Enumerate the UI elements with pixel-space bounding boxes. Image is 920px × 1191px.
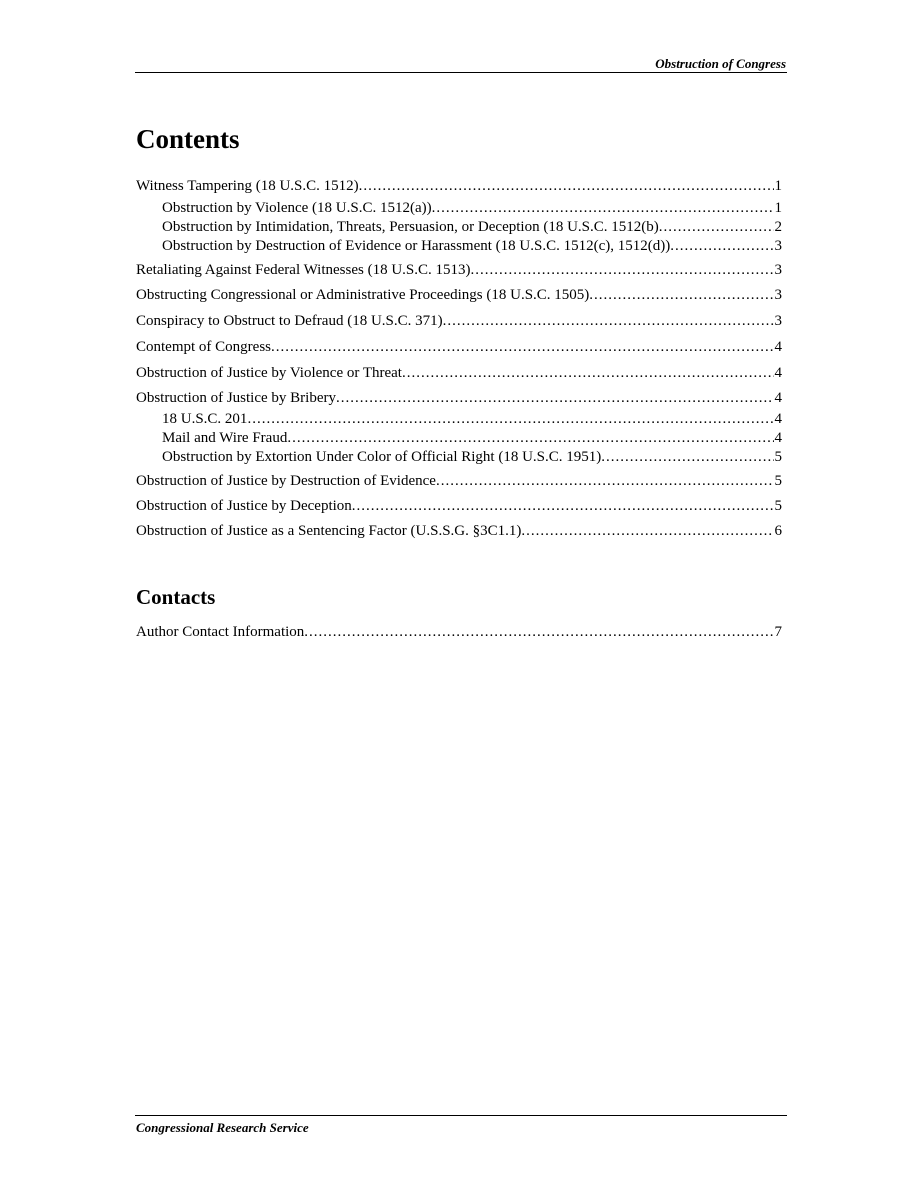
toc-page-number: 4 <box>774 430 782 446</box>
toc-entry-label: Witness Tampering (18 U.S.C. 1512) <box>136 178 359 194</box>
toc-entry-label: Mail and Wire Fraud <box>162 430 288 446</box>
dot-leader <box>402 364 774 383</box>
toc-entry-label: Obstruction by Extortion Under Color of Official Right (18 U.S.C. 1951) <box>162 449 602 465</box>
toc-page-number: 3 <box>774 313 782 329</box>
toc-page-number: 3 <box>774 238 782 254</box>
toc-entry[interactable] <box>162 429 782 448</box>
header-rule <box>135 72 787 73</box>
dot-leader <box>659 218 774 237</box>
toc-entry[interactable] <box>136 623 782 642</box>
toc-entry[interactable] <box>136 472 782 491</box>
toc-entry[interactable] <box>162 237 782 256</box>
toc-entry[interactable] <box>136 389 782 408</box>
toc-page-number: 5 <box>774 473 782 489</box>
dot-leader <box>352 497 774 516</box>
toc-page-number: 4 <box>774 339 782 355</box>
toc-entry[interactable] <box>136 338 782 357</box>
contacts-title: Contacts <box>136 585 216 609</box>
toc-entry-label: Obstructing Congressional or Administrative Proceedings (18 U.S.C. 1505) <box>136 287 590 303</box>
toc-entry-label: Conspiracy to Obstruct to Defraud (18 U.S.C. 371) <box>136 313 443 329</box>
dot-leader <box>521 522 773 541</box>
toc-page-number: 5 <box>774 449 782 465</box>
toc-entry[interactable] <box>136 286 782 305</box>
toc-entry[interactable] <box>136 177 782 196</box>
toc-page-number: 6 <box>774 523 782 539</box>
toc-entry-label: Contempt of Congress <box>136 339 271 355</box>
toc-page-number: 1 <box>774 178 782 194</box>
toc-entry[interactable] <box>162 199 782 218</box>
toc-entry[interactable] <box>136 261 782 280</box>
toc-entry-label: Obstruction of Justice as a Sentencing Factor (U.S.S.G. §3C1.1) <box>136 523 522 539</box>
toc-page-number: 1 <box>774 200 782 216</box>
footer-rule <box>135 1115 787 1116</box>
toc-entry[interactable] <box>162 448 782 467</box>
dot-leader <box>304 623 773 642</box>
toc-entry-label: Obstruction of Justice by Destruction of Evidence <box>136 473 436 489</box>
running-header-title: Obstruction of Congress <box>655 56 786 71</box>
toc-entry[interactable] <box>136 364 782 383</box>
toc-entry[interactable] <box>162 218 782 237</box>
toc-entry-label: 18 U.S.C. 201 <box>162 411 248 427</box>
toc-entry-label: Retaliating Against Federal Witnesses (18 U.S.C. 1513) <box>136 262 471 278</box>
dot-leader <box>436 472 774 491</box>
toc-entry-label: Author Contact Information <box>136 624 305 640</box>
toc-entry[interactable] <box>136 522 782 541</box>
toc-page-number: 4 <box>774 390 782 406</box>
toc-page-number: 4 <box>774 365 782 381</box>
toc-entry[interactable] <box>162 410 782 429</box>
contents-title: Contents <box>136 124 240 154</box>
toc-page-number: 3 <box>774 287 782 303</box>
toc-page-number: 2 <box>774 219 782 235</box>
toc-page-number: 3 <box>774 262 782 278</box>
dot-leader <box>443 312 774 331</box>
dot-leader <box>589 286 773 305</box>
toc-entry-label: Obstruction of Justice by Violence or Threat <box>136 365 402 381</box>
dot-leader <box>271 338 774 357</box>
toc-entry[interactable] <box>136 312 782 331</box>
dot-leader <box>471 261 774 280</box>
footer-publisher: Congressional Research Service <box>136 1120 309 1135</box>
dot-leader <box>670 237 773 256</box>
toc-entry[interactable] <box>136 497 782 516</box>
toc-entry-label: Obstruction by Destruction of Evidence or Harassment (18 U.S.C. 1512(c), 1512(d)) <box>162 238 671 254</box>
dot-leader <box>432 199 774 218</box>
dot-leader <box>601 448 773 467</box>
dot-leader <box>359 177 774 196</box>
dot-leader <box>247 410 773 429</box>
toc-entry-label: Obstruction by Violence (18 U.S.C. 1512(a)) <box>162 200 432 216</box>
toc-entry-label: Obstruction by Intimidation, Threats, Persuasion, or Deception (18 U.S.C. 1512(b) <box>162 219 659 235</box>
toc-entry-label: Obstruction of Justice by Deception <box>136 498 352 514</box>
toc-entry-label: Obstruction of Justice by Bribery <box>136 390 336 406</box>
dot-leader <box>287 429 773 448</box>
toc-page-number: 4 <box>774 411 782 427</box>
toc-page-number: 7 <box>774 624 782 640</box>
toc-page-number: 5 <box>774 498 782 514</box>
dot-leader <box>336 389 774 408</box>
